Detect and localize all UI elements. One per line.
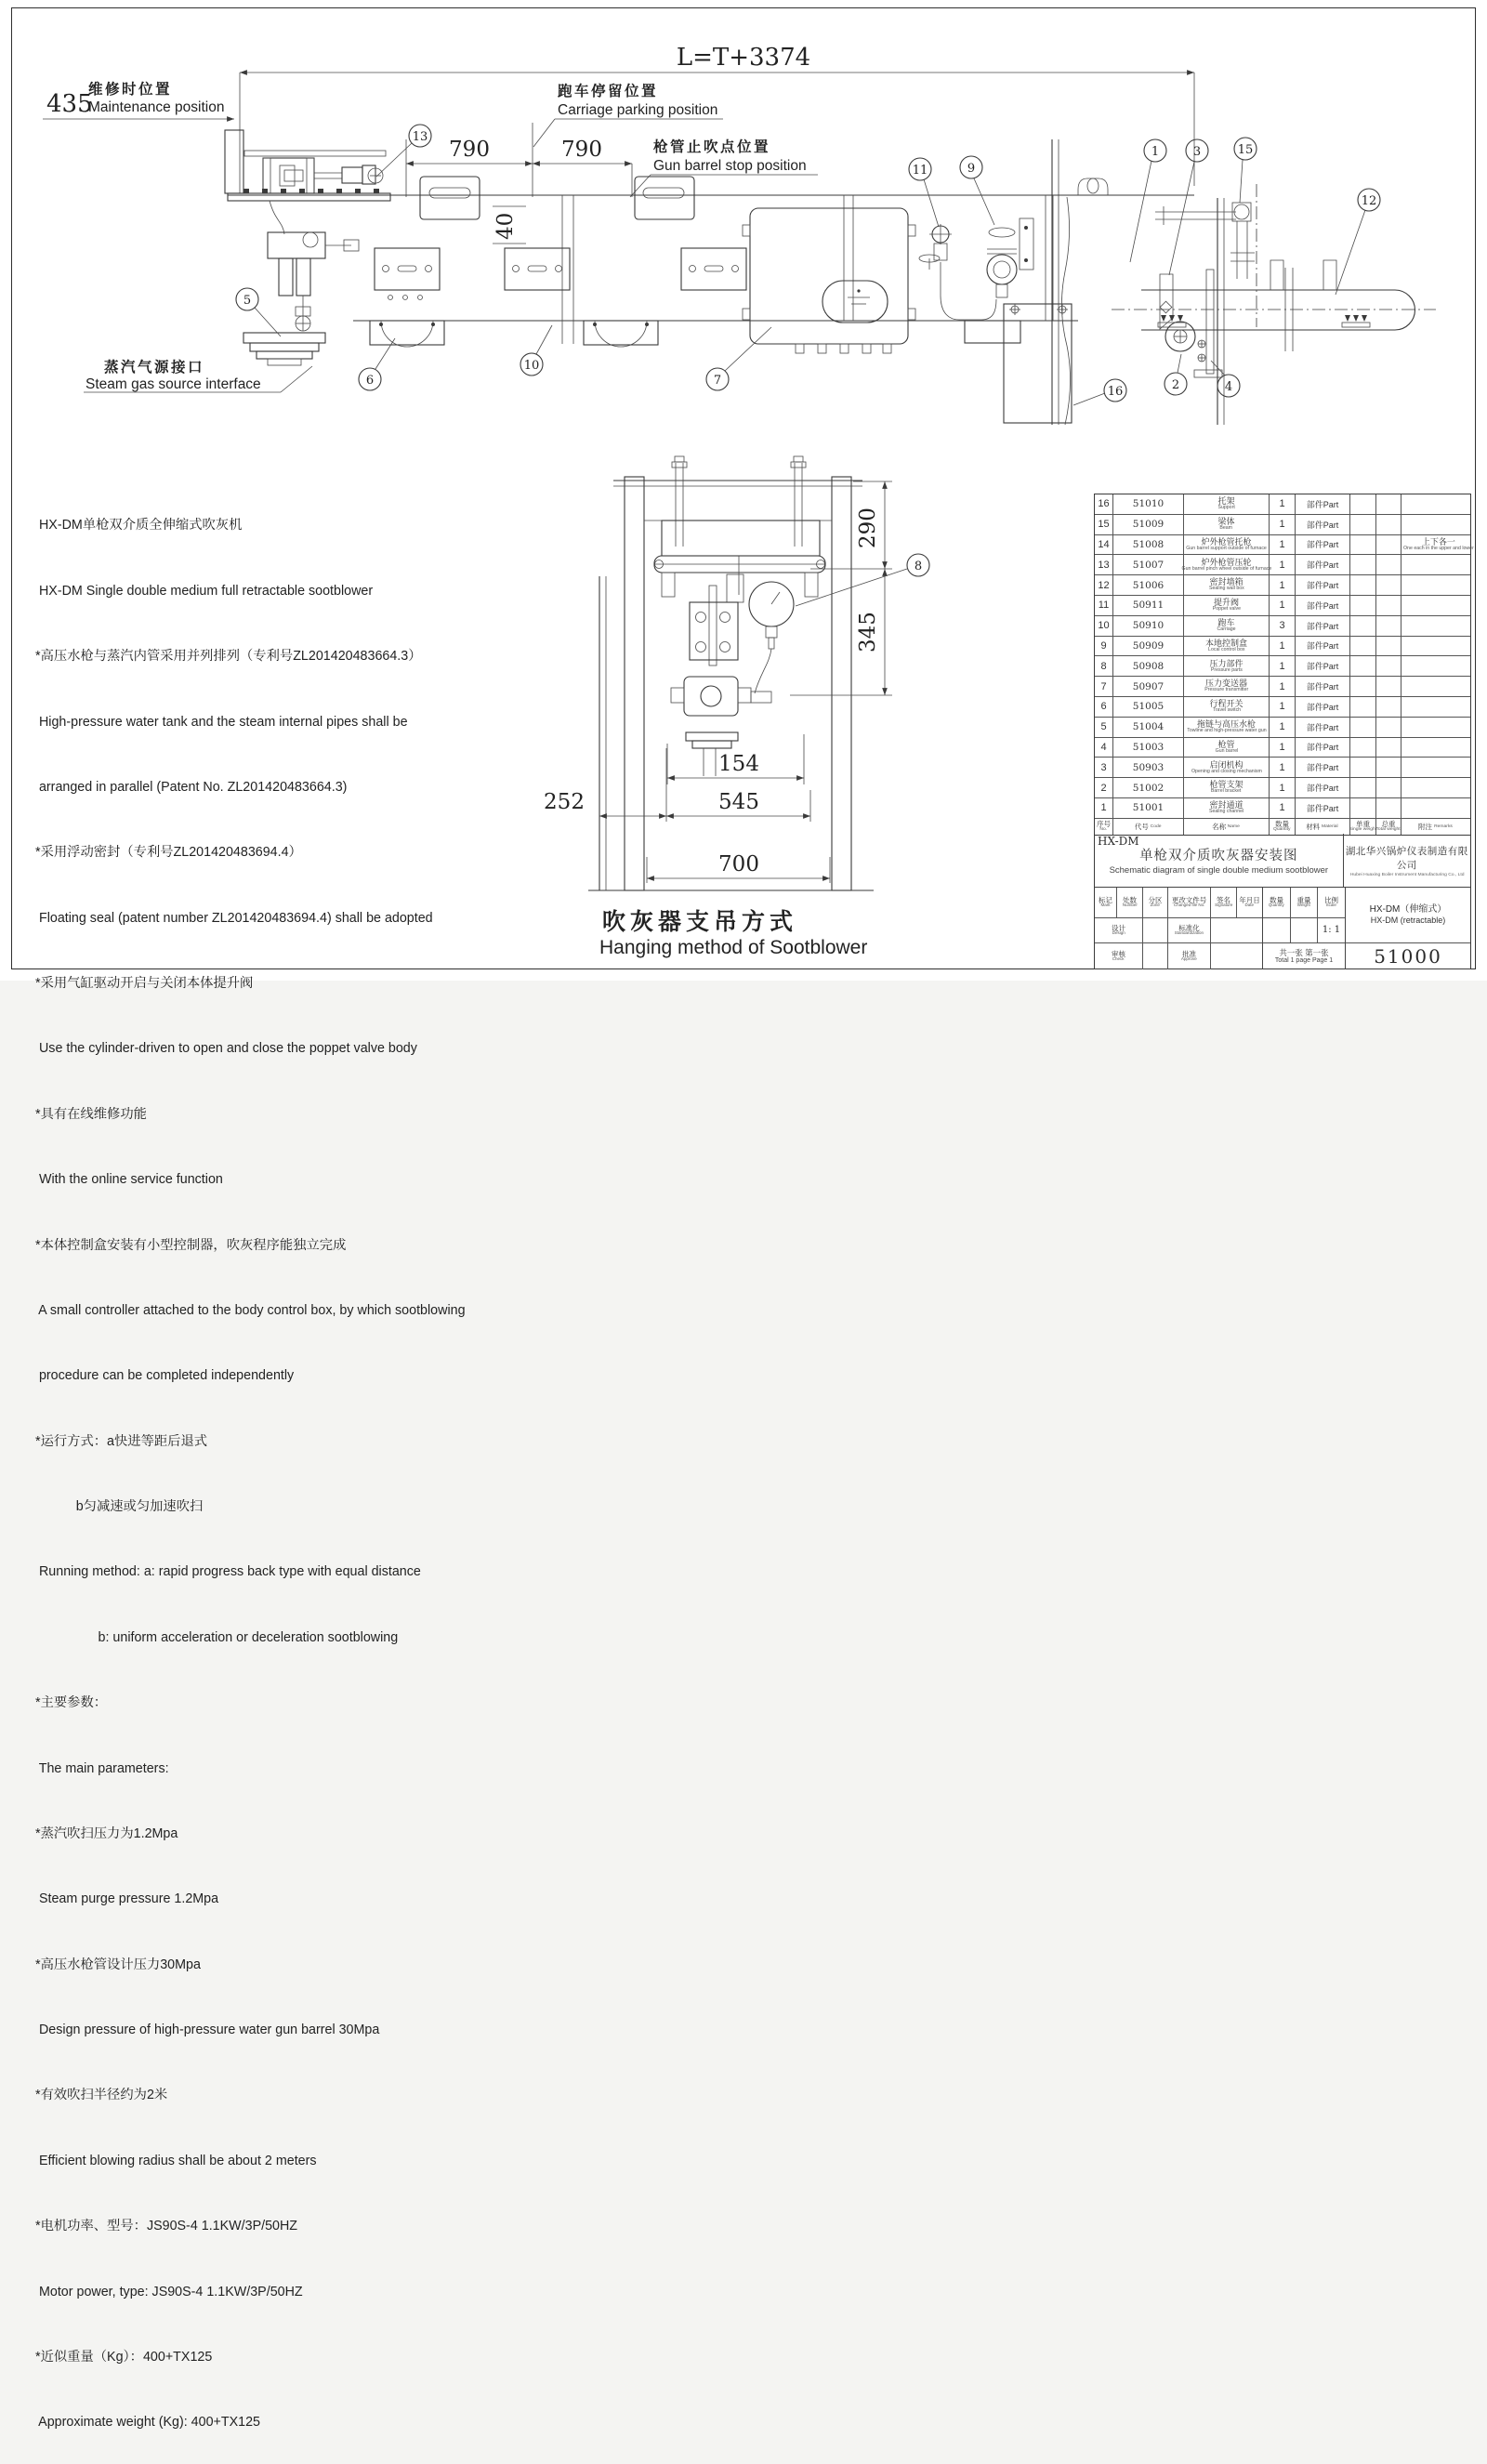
air-filter-regulator-unit (268, 232, 359, 331)
spec-line: *具有在线维修功能 (35, 1106, 147, 1122)
dim-700-text: 700 (718, 852, 759, 876)
header-remarks: 附注 Remarks (1417, 822, 1453, 831)
maintenance-label-cn: 维修时位置 (88, 82, 173, 98)
dim-545-text: 545 (718, 790, 759, 814)
cell-qty: 1 (1270, 738, 1296, 758)
callout-2: 2 (1171, 378, 1180, 392)
spec-text-block (35, 453, 593, 2464)
cell-total-weight (1376, 535, 1401, 555)
cell-name: 压力变送器 Pressure transmitter (1184, 677, 1270, 696)
cell-unit-weight (1350, 555, 1376, 574)
spec-line: *高压水枪管设计压力30Mpa (35, 1957, 201, 1972)
sealing-wall-box (1004, 304, 1072, 423)
header-material: 材料 Material (1296, 819, 1350, 835)
table-row (1095, 616, 1470, 637)
cell-no: 6 (1095, 697, 1113, 717)
cell-total-weight (1376, 555, 1401, 574)
dim-290-text: 290 (856, 507, 880, 548)
cell-qty: 1 (1270, 677, 1296, 696)
cell-code: 51008 (1113, 535, 1184, 555)
cell-no: 12 (1095, 575, 1113, 595)
cell-total-weight (1376, 616, 1401, 636)
cell-no: 1 (1095, 798, 1113, 818)
spec-line: High-pressure water tank and the steam internal pipes shall be (35, 714, 408, 730)
cell-qty: 1 (1270, 637, 1296, 656)
callout-10: 10 (523, 359, 540, 373)
spec-line: *采用浮动密封（专利号ZL201420483694.4） (35, 845, 302, 861)
cell-name: 拖链与高压水枪 Towline and high-pressure water gun (1184, 718, 1270, 737)
cell-remarks (1401, 758, 1470, 777)
dim-790b-text: 790 (561, 138, 602, 162)
carriage-panels (375, 248, 746, 300)
model-code: HX-DM (1098, 835, 1139, 848)
model-and-number (1346, 888, 1470, 969)
steam-interface-flange (243, 333, 325, 365)
header-no: 序号 No. (1095, 819, 1113, 835)
table-row (1095, 697, 1470, 718)
spec-line: procedure can be completed independently (35, 1368, 295, 1384)
spec-line: *高压水枪与蒸汽内管采用并列排列（专利号ZL201420483664.3） (35, 649, 422, 665)
cell-remarks (1401, 575, 1470, 595)
cell-unit-weight (1350, 758, 1376, 777)
table-row (1095, 758, 1470, 778)
cell-code: 51009 (1113, 515, 1184, 534)
cell-unit-weight (1350, 575, 1376, 595)
spec-line: *本体控制盒安装有小型控制器，吹灰程序能独立完成 (35, 1237, 347, 1253)
header-qty: 数量 Quantity (1270, 819, 1296, 835)
cell-total-weight (1376, 515, 1401, 534)
steam-label-en: Steam gas source interface (86, 376, 261, 392)
cell-name: 梁体 Beam (1184, 515, 1270, 534)
hanger-bolts (672, 456, 806, 547)
callout-6: 6 (365, 374, 375, 388)
title-block (1094, 834, 1471, 969)
cell-name: 提升阀 Poppet valve (1184, 596, 1270, 615)
cell-unit-weight (1350, 494, 1376, 514)
cell-material: 部件Part (1296, 697, 1350, 717)
cell-material: 部件Part (1296, 718, 1350, 737)
cell-total-weight (1376, 677, 1401, 696)
cell-no: 10 (1095, 616, 1113, 636)
company-cell (1344, 834, 1470, 887)
cell-total-weight (1376, 637, 1401, 656)
spec-line: b匀减速或匀加速吹扫 (35, 1499, 204, 1514)
cell-remarks (1401, 616, 1470, 636)
table-row (1095, 596, 1470, 616)
cell-remarks: 上下各一 One each in the upper and lower (1402, 536, 1474, 551)
dimension-40 (493, 206, 526, 244)
pages-cell: 共一张 第一张 Total 1 page Page 1 (1274, 947, 1334, 964)
cell-no: 11 (1095, 596, 1113, 615)
cell-code: 50908 (1113, 656, 1184, 676)
cell-name: 枪管支架 Barrel bracket (1184, 778, 1270, 797)
cell-remarks (1401, 555, 1470, 574)
cell-unit-weight (1350, 677, 1376, 696)
cell-total-weight (1376, 697, 1401, 717)
callout-16: 16 (1107, 385, 1124, 399)
table-row (1095, 798, 1470, 819)
maintenance-label-en: Maintenance position (88, 99, 225, 115)
cell-name: 启闭机构 Opening and closing mechanism (1184, 758, 1270, 777)
header-total-weight: 总重 Total weight (1376, 819, 1401, 835)
cell-name: 枪管 Gun barrel (1184, 738, 1270, 758)
cell-no: 3 (1095, 758, 1113, 777)
cell-material: 部件Part (1296, 616, 1350, 636)
spec-line: Efficient blowing radius shall be about 2 meters (35, 2153, 317, 2168)
hanging-title-en: Hanging method of Sootblower (599, 937, 868, 958)
cell-code: 51003 (1113, 738, 1184, 758)
title-block-main (1095, 834, 1344, 887)
cell-remarks (1401, 637, 1470, 656)
cell-unit-weight (1350, 637, 1376, 656)
callout-13: 13 (412, 130, 428, 144)
cell-remarks (1401, 494, 1470, 514)
cell-unit-weight (1350, 656, 1376, 676)
spec-line: Floating seal (patent number ZL201420483694.4) shall be adopted (35, 910, 433, 926)
cell-material: 部件Part (1296, 778, 1350, 797)
table-row (1095, 738, 1470, 758)
cell-name: 压力部件 Pressure parts (1184, 656, 1270, 676)
callout-5: 5 (243, 294, 252, 308)
cell-unit-weight (1350, 778, 1376, 797)
cell-qty: 1 (1270, 535, 1296, 555)
cell-total-weight (1376, 738, 1401, 758)
cell-material: 部件Part (1296, 535, 1350, 555)
cell-qty: 1 (1270, 718, 1296, 737)
spec-line: *近似重量（Kg）：400+TX125 (35, 2349, 213, 2365)
carriage-label-en: Carriage parking position (558, 102, 718, 118)
cell-material: 部件Part (1296, 596, 1350, 615)
cell-total-weight (1376, 798, 1401, 818)
carriage-motors (370, 321, 1020, 347)
spec-line: HX-DM单枪双介质全伸缩式吹灰机 (35, 518, 243, 534)
cell-remarks (1401, 656, 1470, 676)
drawing-number: 51000 (1374, 945, 1442, 968)
spec-line: With the online service function (35, 1172, 223, 1188)
drawing-title-en: Schematic diagram of single double medium sootblower (1109, 865, 1329, 876)
cell-material: 部件Part (1296, 758, 1350, 777)
table-row (1095, 637, 1470, 657)
cell-qty: 3 (1270, 616, 1296, 636)
cell-remarks (1401, 677, 1470, 696)
parts-table (1094, 494, 1474, 836)
label-steam-source (84, 358, 312, 392)
table-row (1095, 718, 1470, 738)
machine-beam (228, 184, 1257, 344)
bolt-block (690, 602, 738, 660)
cell-qty: 1 (1270, 515, 1296, 534)
cell-name: 密封墙箱 Sealing wall box (1184, 575, 1270, 595)
cell-material: 部件Part (1296, 656, 1350, 676)
spec-line: The main parameters: (35, 1760, 169, 1776)
cell-qty: 1 (1270, 494, 1296, 514)
parts-table-header (1095, 819, 1470, 835)
callout-7: 7 (713, 374, 722, 388)
cell-code: 51002 (1113, 778, 1184, 797)
cell-material: 部件Part (1296, 738, 1350, 758)
cell-qty: 1 (1270, 778, 1296, 797)
cell-unit-weight (1350, 515, 1376, 534)
cell-remarks (1401, 718, 1470, 737)
table-row (1095, 778, 1470, 798)
cell-no: 9 (1095, 637, 1113, 656)
gun-barrel-assembly (1112, 203, 1436, 377)
header-name: 名称 Name (1184, 819, 1270, 835)
callouts-main (236, 125, 1380, 405)
cell-qty: 1 (1270, 555, 1296, 574)
cell-unit-weight (1350, 596, 1376, 615)
cell-no: 7 (1095, 677, 1113, 696)
gunstop-label-cn: 枪管止吹点位置 (653, 139, 771, 155)
cell-qty: 1 (1270, 596, 1296, 615)
table-row (1095, 656, 1470, 677)
spec-line: Design pressure of high-pressure water gun barrel 30Mpa (35, 2023, 380, 2037)
cell-remarks (1401, 596, 1470, 615)
callout-12: 12 (1361, 194, 1377, 208)
cell-unit-weight (1350, 798, 1376, 818)
dim-345-text: 345 (856, 612, 880, 652)
cell-qty: 1 (1270, 575, 1296, 595)
hanging-dims (544, 481, 892, 883)
cell-material: 部件Part (1296, 798, 1350, 818)
cell-qty: 1 (1270, 798, 1296, 818)
furnace-wall (1052, 139, 1224, 425)
cell-qty: 1 (1270, 697, 1296, 717)
cell-material: 部件Part (1296, 555, 1350, 574)
drawing-title-cn: 单枪双介质吹灰器安装图 (1139, 849, 1298, 863)
company-name-cn: 湖北华兴锅炉仪表制造有限公司 (1345, 845, 1468, 871)
pneumatic-cylinder-assembly (225, 130, 390, 234)
callout-9: 9 (967, 162, 976, 176)
carriage-label-cn: 跑车停留位置 (558, 84, 659, 99)
cell-remarks (1401, 778, 1470, 797)
cell-material: 部件Part (1296, 515, 1350, 534)
valve-body-lower (671, 677, 771, 716)
spec-line: *采用气缸驱动开启与关闭本体提升阀 (35, 976, 254, 991)
control-box (743, 208, 915, 353)
cell-no: 8 (1095, 656, 1113, 676)
cell-code: 50910 (1113, 616, 1184, 636)
dim-252-text: 252 (544, 790, 585, 814)
cell-code: 51010 (1113, 494, 1184, 514)
model-cell: HX-DM（伸缩式） HX-DM (retractable) (1346, 888, 1470, 943)
spec-line: b: uniform acceleration or deceleration sootblowing (35, 1629, 399, 1645)
dim-435-text: 435 (46, 90, 93, 118)
cell-name: 炉外枪管托枪 Gun barrel support outside of furnace (1184, 535, 1270, 555)
label-maintenance-position (88, 80, 225, 115)
slotted-bracket-boxes (420, 177, 694, 219)
cell-code: 50903 (1113, 758, 1184, 777)
dim-overall-text: L=T+3374 (676, 44, 811, 72)
cell-code: 51006 (1113, 575, 1184, 595)
table-row (1095, 555, 1470, 575)
cell-code: 50909 (1113, 637, 1184, 656)
cell-total-weight (1376, 758, 1401, 777)
cell-unit-weight (1350, 616, 1376, 636)
cell-no: 15 (1095, 515, 1113, 534)
header-unit-weight: 单重 Single weight (1350, 819, 1376, 835)
cell-code: 51005 (1113, 697, 1184, 717)
parts-rows (1095, 494, 1474, 819)
spec-line: *运行方式：a快进等距后退式 (35, 1433, 208, 1449)
cell-qty: 1 (1270, 656, 1296, 676)
cell-material: 部件Part (1296, 575, 1350, 595)
spec-line: Running method: a: rapid progress back type with equal distance (35, 1564, 421, 1580)
spec-line: Steam purge pressure 1.2Mpa (35, 1891, 219, 1907)
scale-grid: 数量 Quantity 重量 Weight 比例 Scale 1: 1 共一张 第一张 Total 1 page Page 1 (1263, 888, 1346, 969)
spec-line: Motor power, type: JS90S-4 1.1KW/3P/50HZ (35, 2284, 303, 2299)
spec-line: *有效吹扫半径约为2米 (35, 2088, 168, 2103)
cell-no: 2 (1095, 778, 1113, 797)
gunstop-label-en: Gun barrel stop position (653, 158, 807, 174)
cell-qty: 1 (1270, 758, 1296, 777)
cell-code: 50907 (1113, 677, 1184, 696)
cell-total-weight (1376, 596, 1401, 615)
scale-value: 1: 1 (1322, 925, 1341, 935)
cell-name: 本地控制盒 Local control box (1184, 637, 1270, 656)
dim-154-text: 154 (718, 752, 759, 776)
cell-material: 部件Part (1296, 677, 1350, 696)
spec-line: A small controller attached to the body control box, by which sootblowing (35, 1302, 466, 1318)
cell-unit-weight (1350, 697, 1376, 717)
hanging-title-cn: 吹灰器支吊方式 (602, 909, 798, 935)
cell-total-weight (1376, 718, 1401, 737)
table-row (1095, 535, 1474, 556)
cell-total-weight (1376, 494, 1401, 514)
callout-3: 3 (1192, 145, 1202, 159)
table-row (1095, 494, 1470, 515)
table-row (1095, 515, 1470, 535)
steam-label-cn: 蒸汽气源接口 (104, 360, 205, 376)
cell-no: 4 (1095, 738, 1113, 758)
revision-grid: 标记 Mark 处数 Number 分区 Zone 更改文件号 Changed file No. 签名 Signature 年月日 Date 设计 Design 标准化 Standardization 审核 Check 批准 Approve (1095, 888, 1263, 969)
table-row (1095, 575, 1470, 596)
cell-unit-weight (1350, 718, 1376, 737)
cell-code: 50911 (1113, 596, 1184, 615)
cell-total-weight (1376, 656, 1401, 676)
spec-line: Approximate weight (Kg): 400+TX125 (35, 2415, 260, 2431)
callout-1: 1 (1151, 145, 1160, 159)
dimension-790-pair (406, 123, 632, 197)
spec-line: HX-DM Single double medium full retractable sootblower (35, 583, 374, 599)
callout-15: 15 (1237, 143, 1254, 157)
cell-name: 托架 Support (1184, 494, 1270, 514)
cell-unit-weight (1350, 738, 1376, 758)
callout-8: 8 (914, 560, 923, 573)
cell-no: 13 (1095, 555, 1113, 574)
callout-11: 11 (912, 164, 928, 178)
cell-code: 51004 (1113, 718, 1184, 737)
cell-material: 部件Part (1296, 494, 1350, 514)
cell-total-weight (1376, 778, 1401, 797)
spec-line: *电机功率、型号：JS90S-4 1.1KW/3P/50HZ (35, 2219, 298, 2234)
cell-unit-weight (1350, 535, 1376, 555)
header-code: 代号 Code (1113, 819, 1184, 835)
cell-remarks (1401, 798, 1470, 818)
callout-4: 4 (1224, 380, 1233, 394)
dim-40-text: 40 (493, 212, 518, 240)
cell-material: 部件Part (1296, 637, 1350, 656)
hanging-drawing (544, 456, 929, 958)
cell-remarks (1401, 515, 1470, 534)
valve-instrument-group (919, 218, 1033, 320)
cell-name: 密封通道 Sealing channel (1184, 798, 1270, 818)
dim-790a-text: 790 (449, 138, 490, 162)
cell-name: 行程开关 Travel switch (1184, 697, 1270, 717)
cell-no: 16 (1095, 494, 1113, 514)
spec-line: Use the cylinder-driven to open and close the poppet valve body (35, 1041, 417, 1057)
spec-line: arranged in parallel (Patent No. ZL201420483664.3) (35, 779, 348, 795)
spec-line: *主要参数： (35, 1695, 108, 1711)
cell-total-weight (1376, 575, 1401, 595)
cell-remarks (1401, 738, 1470, 758)
cell-no: 5 (1095, 718, 1113, 737)
cell-name: 炉外枪管压轮 Gun barrel pinch wheel outside of furnace (1184, 555, 1270, 574)
cell-name: 跑车 Carriage (1184, 616, 1270, 636)
cell-code: 51007 (1113, 555, 1184, 574)
company-name-en: Hubei Huaxing Boiler Instrument Manufacturing Co., Ltd (1349, 871, 1465, 877)
table-row (1095, 677, 1470, 697)
cell-remarks (1401, 697, 1470, 717)
gauge-assembly (727, 574, 794, 693)
spec-line: *蒸汽吹扫压力为1.2Mpa (35, 1825, 178, 1841)
cell-no: 14 (1095, 535, 1113, 555)
cell-code: 51001 (1113, 798, 1184, 818)
